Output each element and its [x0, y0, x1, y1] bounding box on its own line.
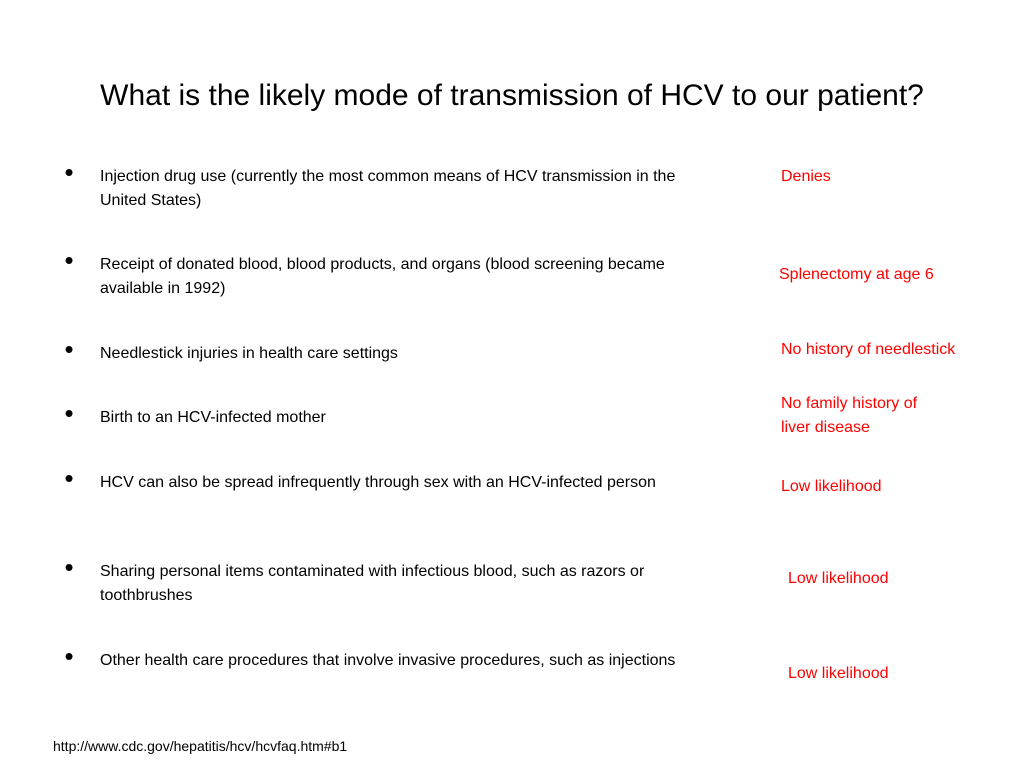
transmission-item: Other health care procedures that involve invasive procedures, such as injections [100, 652, 676, 669]
transmission-item: Birth to an HCV-infected mother [100, 409, 326, 426]
patient-note: No history of needlestick [781, 341, 956, 358]
patient-note: Low likelihood [788, 570, 889, 587]
patient-note: Low likelihood [788, 665, 889, 682]
transmission-item: HCV can also be spread infrequently through sex with an HCV-infected person [100, 474, 656, 491]
bullet-icon: • [64, 552, 74, 582]
bullet-icon: • [64, 463, 74, 493]
bullet-icon: • [64, 398, 74, 428]
patient-note: No family history of liver disease [781, 395, 918, 436]
bullet-icon: • [64, 641, 74, 671]
patient-note: Denies [781, 168, 831, 185]
bullet-icon: • [64, 334, 74, 364]
bullet-icon: • [64, 157, 74, 187]
transmission-item: Injection drug use (currently the most common means of HCV transmission in the United States) [100, 168, 676, 209]
patient-note: Low likelihood [781, 478, 882, 495]
source-url: http://www.cdc.gov/hepatitis/hcv/hcvfaq.htm#b1 [53, 738, 348, 754]
patient-note: Splenectomy at age 6 [779, 266, 934, 283]
transmission-item: Sharing personal items contaminated with infectious blood, such as razors or toothbrushes [100, 563, 645, 604]
transmission-item: Needlestick injuries in health care settings [100, 345, 398, 362]
transmission-item: Receipt of donated blood, blood products, and organs (blood screening became available in 1992) [100, 256, 665, 297]
slide-title: What is the likely mode of transmission of HCV to our patient? [100, 79, 924, 112]
bullet-icon: • [64, 245, 74, 275]
